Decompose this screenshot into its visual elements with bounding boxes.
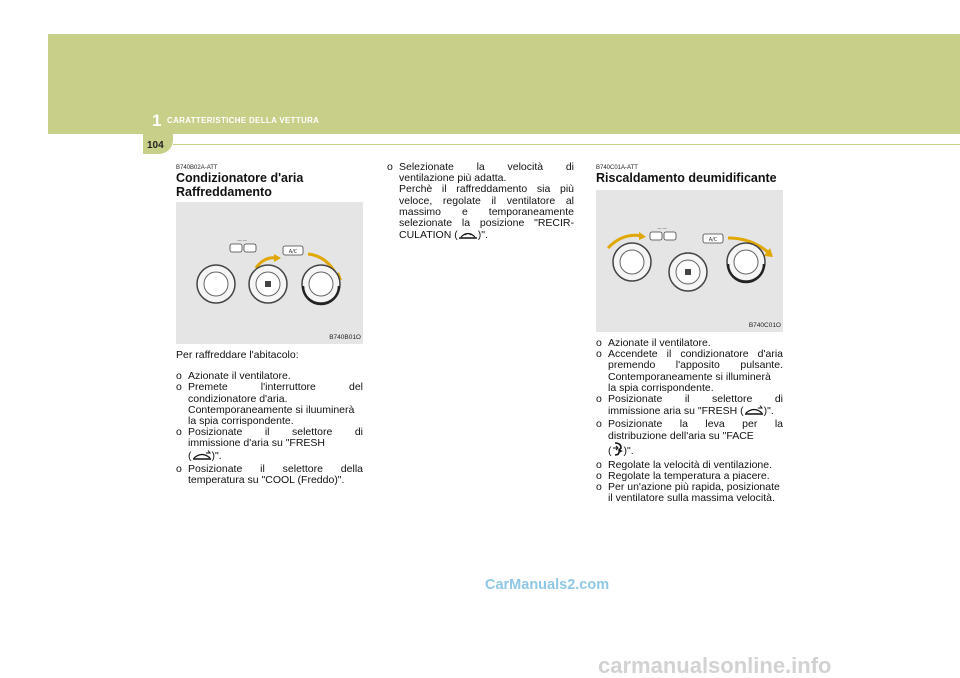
chapter-number: 1 (152, 111, 162, 130)
list-item: o Posizionate il selettore di (176, 426, 363, 439)
list-item: o Per un'azione più rapida, posizionate (596, 481, 780, 494)
list-item-continued: veloce, regolate il ventilatore al (399, 194, 574, 207)
watermark-carmanualsonline: carmanualsonline.info (598, 653, 832, 678)
top-margin (0, 0, 960, 34)
list-item-continued: ( )". (596, 442, 783, 460)
list-item: o Selezionate la velocità di (387, 161, 574, 173)
face-mode-icon (612, 442, 624, 460)
list-item: o Posizionate il selettore della (176, 462, 363, 475)
image-code-cooling: B740B01O (329, 334, 361, 341)
list-item: o Posizionate la leva per la (596, 418, 783, 431)
list-item-continued: CULATION ( )". (387, 229, 574, 243)
image-code-dehumidify: B740C01O (748, 322, 781, 329)
section-code-dehumidify: B740C01A-ATT (596, 165, 638, 171)
cooling-instructions (176, 350, 363, 486)
list-item-continued: premendo l'apposito pulsante. (608, 359, 783, 372)
cooling-intro: Per raffreddare l'abitacolo: (176, 349, 299, 361)
list-item: o Azionate il ventilatore. (176, 370, 291, 383)
list-item-continued: condizionatore d'aria. (188, 392, 288, 405)
svg-text:A/C: A/C (708, 237, 718, 243)
list-item: o Accendete il condizionatore d'aria (596, 348, 783, 361)
list-item-continued: immissione d'aria su "FRESH (188, 437, 326, 450)
list-item: o Regolate la velocità di ventilazione. (596, 458, 773, 471)
header-rule (173, 144, 960, 145)
recirculation-icon (458, 229, 478, 243)
section-title-dehumidify: Riscaldamento deumidificante (596, 171, 777, 185)
ac-control-panel-image-dehumidify (596, 190, 783, 332)
list-item-continued: selezionate la posizione "RECIR- (399, 217, 574, 230)
list-item: o Regolate la temperatura a piacere. (596, 470, 770, 483)
svg-text:― ―: ― ― (657, 226, 667, 231)
list-item: o Posizionate il selettore di (596, 393, 783, 406)
chapter-title: CARATTERISTICHE DELLA VETTURA (167, 116, 320, 125)
list-item-continued: ventilazione più adatta. (399, 172, 507, 185)
list-item-continued: Contemporaneamente si illuminerà (608, 370, 771, 383)
list-item: o Premete l'interruttore del (176, 381, 363, 394)
list-item-continued: Contemporaneamente si iluuminerà (188, 403, 355, 416)
list-item-continued: la spia corrispondente. (608, 381, 714, 394)
list-item: o Azionate il ventilatore. (596, 337, 711, 349)
watermark-carmanuals2: CarManuals2.com (485, 577, 610, 593)
fan-speed-instructions (387, 162, 574, 243)
ac-control-panel-image-cooling (176, 202, 363, 344)
control-panel-illustration (596, 190, 783, 332)
fresh-air-icon (744, 405, 764, 419)
control-panel-illustration (176, 202, 363, 344)
list-item-continued: Perchè il raffreddamento sia più (399, 183, 574, 196)
svg-text:A/C: A/C (288, 249, 298, 255)
list-item-continued: distribuzione dell'aria su "FACE (608, 429, 754, 442)
list-item-continued: temperatura su "COOL (Freddo)". (188, 474, 345, 487)
svg-text:― ―: ― ― (237, 238, 247, 243)
list-item-continued: il ventilatore sulla massima velocità. (608, 492, 775, 505)
section-code-cooling: B740B02A-ATT (176, 165, 218, 171)
list-item-continued: ( )". (176, 450, 363, 464)
list-item-continued: massimo e temporaneamente (399, 205, 574, 218)
list-item-continued: immissione aria su "FRESH ( )". (596, 405, 783, 419)
section-title-cooling: Condizionatore d'aria Raffreddamento (176, 171, 304, 199)
fresh-air-icon (192, 450, 212, 464)
dehumidify-instructions (596, 338, 783, 505)
page-number: 104 (147, 140, 164, 151)
list-item-continued: la spia corrispondente. (188, 415, 294, 428)
